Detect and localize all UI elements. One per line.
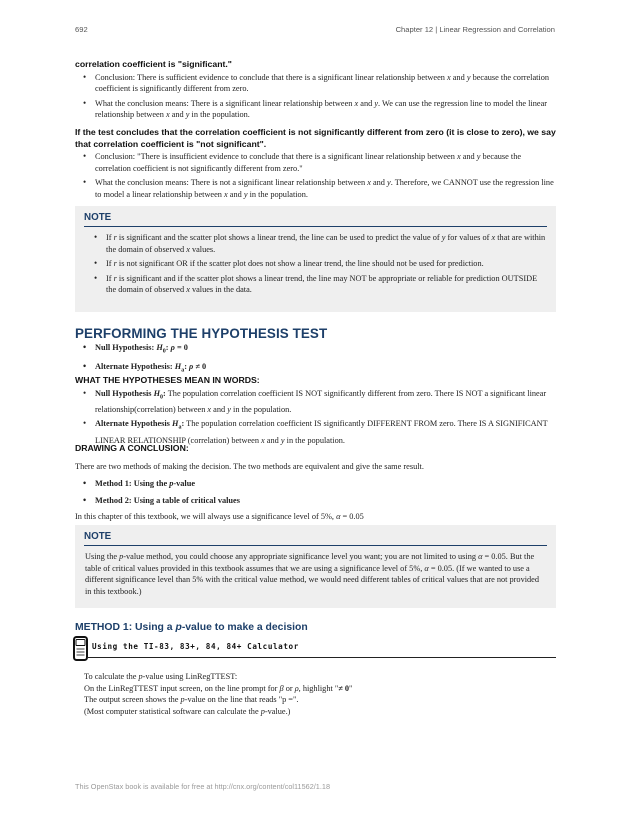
note-box-prediction (75, 206, 556, 312)
significant-heading: correlation coefficient is "significant." (75, 59, 232, 69)
note-text: Using the p-value method, you could choose any appropriate significance level you want; you are not limited to using α = 0.05. But the table of critical values provided in this textbook assumes that we are using a significance level of 5%, α = 0.05. (If we wanted to use a different significance level than 5% with the critical value method, we would need different tables of critical values that are not provided in this textbook.) (85, 552, 540, 596)
significance-level-text: In this chapter of this textbook, we will always use a significance level of 5%, α = 0.05 (75, 512, 364, 522)
alternate-hypothesis-item: • Alternate Hypothesis: $H_a$: ρ ≠ 0 (75, 361, 556, 377)
not-significant-bullets (75, 151, 556, 200)
instruction-line: To calculate the p-value using LinRegTTEST: (84, 672, 238, 681)
drawing-conclusion-text: There are two methods of making the decision. The two methods are equivalent and give the same result. (75, 461, 424, 471)
calculator-divider (87, 657, 556, 658)
section-title-hypothesis: PERFORMING THE HYPOTHESIS TEST (75, 326, 328, 341)
instruction-line: On the LinRegTTEST input screen, on the line prompt for β or ρ, highlight "≠ 0" (84, 683, 353, 693)
method1-heading: METHOD 1: Using a p-value to make a decision (75, 622, 308, 633)
note-title: NOTE (84, 212, 112, 223)
drawing-conclusion-heading: DRAWING A CONCLUSION: (75, 443, 189, 453)
note-title: NOTE (84, 531, 112, 542)
not-significant-heading: If the test concludes that the correlation coefficient is not significantly different from zero (it is close to zero), we say that correlation coefficient is "not significant". (75, 127, 556, 149)
instruction-line: The output screen shows the p-value on the line that reads "p =". (84, 695, 299, 705)
list-item: • What the conclusion means: There is a significant linear relationship between x and y. We can use the regression line to model the linear relationship between x and y in the population. (75, 98, 556, 121)
method1-instructions (84, 671, 554, 717)
list-item: • Alternate Hypothesis $H_a$: The population correlation coefficient IS significantly DIFFERENT FROM zero. There IS A SIGNIFICANT LINEAR RELATIONSHIP (correlation) between x and y in the population. (75, 418, 556, 446)
list-item: • If r is not significant OR if the scatter plot does not show a linear trend, the line should not be used for prediction. (85, 258, 546, 270)
drawing-conclusion-section (75, 443, 556, 523)
chapter-title: Chapter 12 | Linear Regression and Correlation (395, 25, 555, 34)
calculator-banner (73, 635, 556, 663)
null-hypothesis-item: • Null Hypothesis: $H_0$: ρ = 0 (75, 342, 556, 358)
instruction-line: (Most computer statistical software can calculate the p-value.) (84, 706, 291, 716)
list-item: • Conclusion: There is sufficient evidence to conclude that there is a significant linear relationship between x and y because the correlation coefficient is significantly different from zero. (75, 72, 556, 95)
calculator-label: Using the TI-83, 83+, 84, 84+ Calculator (92, 642, 299, 651)
not-significant-section (75, 127, 556, 204)
method-item: • Method 1: Using the p-value (75, 478, 556, 490)
calculator-icon (73, 636, 89, 662)
list-item: • Null Hypothesis $H_0$: The population correlation coefficient IS NOT significantly different from zero. There IS NOT a significant linear relationship(correlation) between x and y in the population. (75, 388, 556, 416)
hypotheses-words-heading: WHAT THE HYPOTHESES MEAN IN WORDS: (75, 375, 260, 385)
page-number: 692 (75, 25, 88, 34)
significant-section (75, 59, 556, 124)
page-footer: This OpenStax book is available for free at http://cnx.org/content/col11562/1.18 (75, 782, 331, 791)
note-box-significance (75, 525, 556, 608)
list-item: • Conclusion: "There is insufficient evidence to conclude that there is a significant linear relationship between x and y because the correlation coefficient is not significantly different from zero." (75, 151, 556, 174)
hypotheses-words-section (75, 375, 556, 449)
list-item: • If r is significant and the scatter plot shows a linear trend, the line can be used to predict the value of y for values of x that are within the domain of observed x values. (85, 232, 546, 255)
note-bullets (85, 232, 546, 296)
list-item: • What the conclusion means: There is not a significant linear relationship between x and y. Therefore, we CANNOT use the regression line to model a linear relationship between x and y in the population. (75, 177, 556, 200)
method-item: • Method 2: Using a table of critical values (75, 495, 556, 507)
significant-bullets (75, 72, 556, 121)
list-item: • If r is significant and if the scatter plot shows a linear trend, the line may NOT be appropriate or reliable for prediction OUTSIDE the domain of observed x values in the data. (85, 273, 546, 296)
